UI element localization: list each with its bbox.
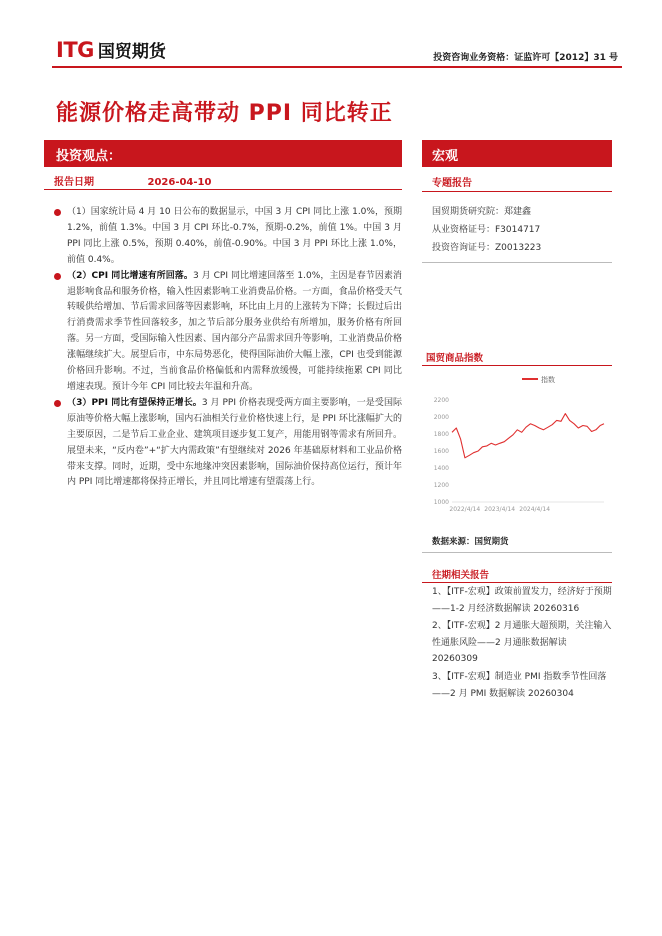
logo-company-name: 国贸期货 [97,42,166,62]
analyst-line: 国贸期货研究院：郑建鑫 [432,207,532,217]
paragraph-lead: （3）PPI 同比有望保持正增长。 [67,397,202,408]
data-source: 数据来源：国贸期货 [432,537,509,547]
viewpoint-body [52,205,402,491]
y-tick-label: 1200 [433,482,449,489]
viewpoint-paragraph [52,205,402,269]
y-tick-label: 1600 [433,448,449,455]
report-date-row [44,170,402,190]
report-date-value: 2026-04-10 [147,177,212,188]
divider [422,552,612,553]
index-chart [422,368,612,518]
legend-label: 指数 [541,376,555,384]
index-chart-svg [422,368,612,518]
y-tick-label: 2000 [433,414,449,421]
header-divider [52,66,622,68]
past-report-link[interactable]: 2、【ITF-宏观】2 月通胀大超预期，关注输入性通胀风险——2 月通胀数据解读 20260309 [432,621,612,665]
x-tick-label: 2024/4/14 [519,506,551,513]
report-title: 能源价格走高带动 PPI 同比转正 [56,101,393,126]
viewpoint-paragraph [52,396,402,491]
bullet-dot [54,209,61,216]
report-date-label: 报告日期 [54,177,94,188]
itg-logo [56,37,166,62]
past-report-link[interactable]: 3、【ITF-宏观】制造业 PMI 指数季节性回落——2 月 PMI 数据解读 20260304 [432,671,607,699]
paragraph-text: 3 月 CPI 同比增速回落至 1.0%，主因是春节因素消退影响食品和服务价格，输入性因素影响工业消费品价格。一方面，食品价格受天气转暖供给增加、节后需求回落等因素影响，环比由上月的上涨转为下降；长假过后出行消费需求季节性回落较多，加之节后部分服务业供给有所增加，服务价格有所回落。另一方面，受国际输入性因素、国内部分产品需求回升等影响，工业消费品价格涨幅继续扩大。展望后市，中东局势恶化，使得国际油价大幅上涨，CPI 也受到能源价格回升影响。不过，当前食品价格偏低和内需释放缓慢，可能持续拖累 CPI 同比增速表现。预计今年 CPI 同比较去年温和升高。 [67,270,403,392]
y-tick-label: 1400 [433,465,449,472]
logo-itg-text: ITG [56,37,94,62]
x-tick-label: 2022/4/14 [449,506,481,513]
y-tick-label: 1000 [433,499,449,506]
category-bar: 宏观 [422,140,612,167]
past-reports-list [432,584,614,703]
viewpoint-paragraph [52,269,402,396]
paragraph-lead: （2）CPI 同比增速有所回落。 [67,270,193,281]
bullet-dot [54,273,61,280]
y-tick-label: 1800 [433,431,449,438]
viewpoint-bar: 投资观点： [44,140,402,167]
divider [422,262,612,263]
y-tick-label: 2200 [433,397,449,404]
past-reports-title: 往期相关报告 [422,565,612,583]
past-report-link[interactable]: 1、【ITF-宏观】政策前置发力，经济好于预期——1-2 月经济数据解读 20260316 [432,587,612,614]
analyst-line: 从业资格证号：F3014717 [432,225,541,235]
header-qualification: 投资咨询业务资格：证监许可【2012】31 号 [433,53,618,63]
report-type: 专题报告 [422,170,612,192]
x-tick-label: 2023/4/14 [484,506,516,513]
analyst-line: 投资咨询证号：Z0013223 [432,243,542,253]
analyst-info [432,203,541,257]
series-line [452,414,604,458]
paragraph-text: （1）国家统计局 4 月 10 日公布的数据显示，中国 3 月 CPI 同比上涨 1.0%，预期 1.2%，前值 1.3%。中国 3 月 CPI 环比-0.7%，预期-0.2%，前值 1%。中国 3 月 PPI 同比上涨 0.5%，预期 0.40%，前值-0.90%。中国 3 月 PPI 环比上涨 1.0%，前值 0.4%。 [67,207,402,265]
index-chart-title: 国贸商品指数 [422,348,612,366]
paragraph-text: 3 月 PPI 价格表现受两方面主要影响，一是受国际原油等价格大幅上涨影响，国内石油相关行业价格快速上行，是 PPI 环比涨幅扩大的主要原因，二是节后工业企业、建筑项目逐步复工复产，用能用钢等需求有所回升。展望未来，“反内卷”+“扩大内需政策”有望继续对 2026 年基础原材料和工业品价格带来支撑。同时，近期，受中东地缘冲突因素影响，国际油价保持高位运行，预计年内 PPI 同比增速都将保持正增长，并且同比增速有望震荡上行。 [67,397,403,488]
bullet-dot [54,400,61,407]
